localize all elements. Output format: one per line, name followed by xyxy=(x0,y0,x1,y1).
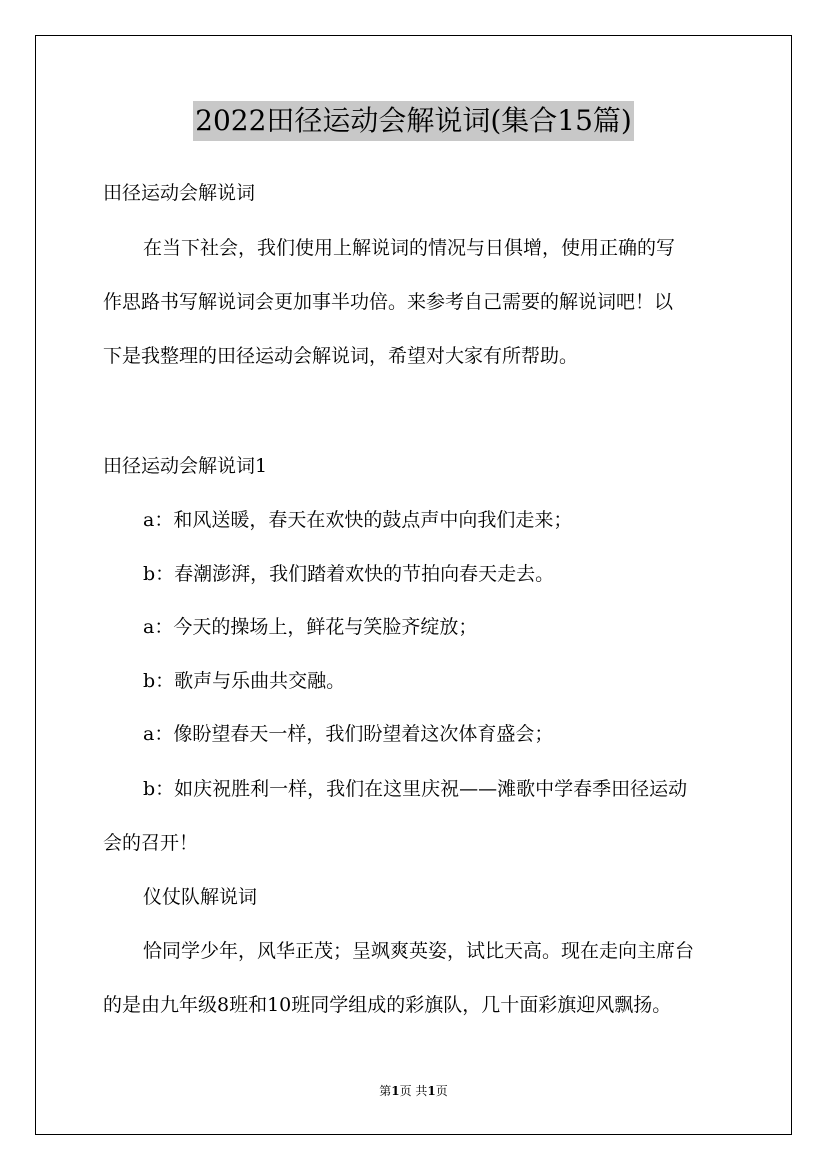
subheading-2: 仪仗队解说词 xyxy=(143,886,258,908)
page-footer xyxy=(0,1083,827,1099)
intro-line-1: 在当下社会，我们使用上解说词的情况与日俱增，使用正确的写 xyxy=(143,237,676,259)
dialogue-line-5: a：像盼望春天一样，我们盼望着这次体育盛会； xyxy=(143,723,554,745)
intro-line-3: 下是我整理的田径运动会解说词，希望对大家有所帮助。 xyxy=(103,345,579,367)
dialogue-line-3: a：今天的操场上，鲜花与笑脸齐绽放； xyxy=(143,616,478,638)
page-title: 2022田径运动会解说词(集合15篇) xyxy=(193,101,634,141)
dialogue-continuation: 会的召开！ xyxy=(103,832,199,854)
para-2-line-1: 恰同学少年，风华正茂；呈飒爽英姿，试比天高。现在走向主席台 xyxy=(143,940,695,962)
title-container xyxy=(0,101,827,141)
dialogue-line-6: b：如庆祝胜利一样，我们在这里庆祝——滩歌中学春季田径运动 xyxy=(143,778,688,800)
footer-page-total: 1 xyxy=(427,1084,436,1098)
intro-line-2: 作思路书写解说词会更加事半功倍。来参考自己需要的解说词吧！以 xyxy=(103,291,674,313)
section-heading: 田径运动会解说词 xyxy=(103,182,256,204)
footer-page-prefix: 第 xyxy=(379,1084,392,1098)
dialogue-line-2: b：春潮澎湃，我们踏着欢快的节拍向春天走去。 xyxy=(143,563,555,585)
footer-page-suffix: 页 xyxy=(435,1084,448,1098)
dialogue-line-1: a：和风送暖，春天在欢快的鼓点声中向我们走来； xyxy=(143,509,573,531)
para-2-line-2: 的是由九年级8班和10班同学组成的彩旗队，几十面彩旗迎风飘扬。 xyxy=(103,994,672,1016)
footer-page-current: 1 xyxy=(391,1084,400,1098)
dialogue-line-4: b：歌声与乐曲共交融。 xyxy=(143,670,346,692)
footer-page-mid: 页 共 xyxy=(399,1084,428,1098)
subheading-1: 田径运动会解说词1 xyxy=(103,455,268,477)
